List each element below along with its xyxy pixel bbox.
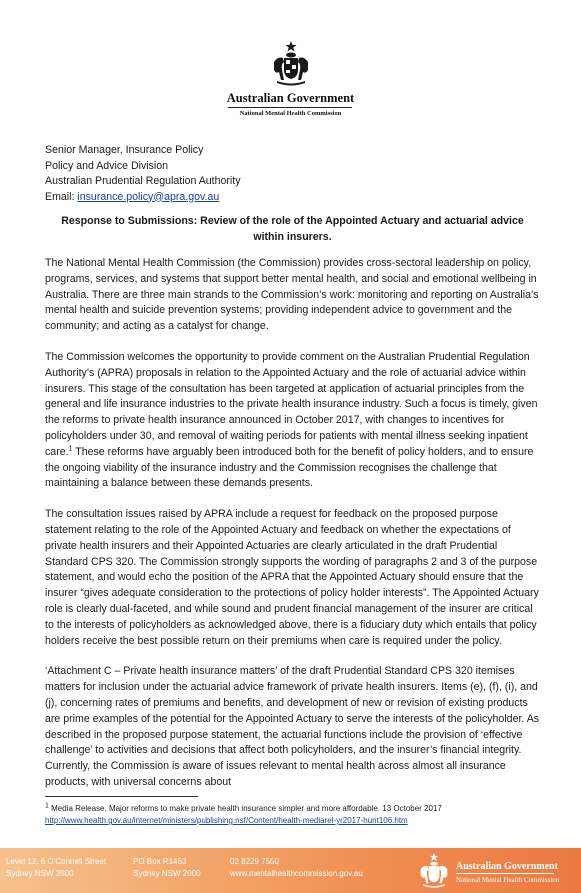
footer-postal-address (133, 856, 201, 879)
footer-government-title: Australian Government (456, 861, 558, 872)
footnote (45, 803, 545, 827)
footer-contact (230, 856, 363, 879)
paragraph-text: These reforms have arguably been introduced both for the benefit of policy holders, and to ensure the ongoing viability of the insurance industry and the Commission recognises the challenge that maintaining a balance between these demands presents. (45, 445, 534, 490)
coat-of-arms-icon (418, 852, 450, 888)
footer-text: Sydney NSW 2000 (133, 868, 201, 878)
commission-name: National Mental Health Commission (239, 110, 342, 117)
footer-phone: 02 8229 7550 (230, 857, 279, 866)
footer-street-address (6, 856, 106, 879)
footnote-text-line (45, 803, 545, 815)
paragraph: The consultation issues raised by APRA include a request for feedback on the proposed purpose statement relating to the role of the Appointed Actuary and feedback on whether the expectations of private health insurers and their Appointed Actuaries are clearly articulated in the draft Prudential Standard CPS 320. The Commission strongly supports the wording of paragraphs 2 and 3 of the purpose statement, and would echo the position of the APRA that the Appointed Actuary should ensure that the insurer “gives adequate consideration to the protections of policy holder interests”. The Appointed Actuary role is clearly dual-faceted, and while sound and prudent financial management of the insurer are critical to the interests of policyholders as acknowledged above, there is a fiduciary duty which entails that policy holders receive the best possible return on their premiums when care is required under the policy. (45, 508, 539, 647)
email-label: Email: (45, 190, 78, 203)
footer-commission-name: National Mental Health Commission (456, 876, 560, 884)
email-link[interactable]: insurance.policy@apra.gov.au (77, 190, 220, 203)
paragraph: ‘Attachment C – Private health insurance matters’ of the draft Prudential Standard CPS 320 itemises matters for inclusion under the actuarial advice framework of private health insurers. Items (e), (f), (i), and (j), concerning rates of premiums and benefits, and development of new or revision of existing products are prime examples of the potential for the Appointed Actuary to serve the interests of the policyholder. As described in the proposed purpose statement, the actuarial functions include the provision of ‘effective challenge’ to activities and decisions that affect both policyholders, and the insurer’s financial integrity. Currently, the Commission is aware of issues relevant to mental health across almost all insurance products, with universal concerns about (45, 665, 540, 788)
footer-text: PO Box R1463 (133, 857, 187, 866)
footnote-text: Media Release. Major reforms to make private health insurance simpler and more affordable. 13 October 2017 (48, 804, 442, 813)
footer-text: Level 12, 6 O’Connell Street (6, 857, 107, 866)
footer-band (0, 848, 581, 893)
paragraph-text: The Commission welcomes the opportunity to provide comment on the Australian Prudential Regulation Authority’s (APRA) proposals in relation to the Appointed Actuary and the role of actuarial advice within insurers. This stage of the consultation has been targeted at application of actuarial principles from the general and life insurance industries to the private health insurance industry. Such a focus is timely, given the reforms to private health insurance announced in October 2017, with changes to incentives for policyholders under 30, and removal of waiting periods for patients with mental illness seeking inpatient care. (45, 350, 538, 458)
government-title: Australian Government (226, 91, 355, 105)
footnote-divider (45, 796, 198, 797)
paragraph: The National Mental Health Commission (the Commission) provides cross-sectoral leadership on policy, programs, services, and systems that support better mental health, and social and emotional wellbeing in Australia. There are three main strands to the Commission’s work: monitoring and reporting on Australia’s mental health and suicide prevention systems; providing independent advice to government and the community; and acting as a catalyst for change. (45, 257, 539, 333)
recipient-line: Australian Prudential Regulation Authority (45, 175, 241, 187)
recipient-line: Senior Manager, Insurance Policy (45, 144, 204, 156)
footer-divider (456, 873, 554, 874)
footnote-ref[interactable]: 1 (68, 445, 73, 453)
footer-text: Sydney NSW 2000 (6, 868, 74, 878)
email-line (45, 190, 241, 206)
footnote-number: 1 (45, 802, 49, 810)
document-heading: Response to Submissions: Review of the role of the Appointed Actuary and actuarial advice within insurers. (61, 215, 524, 243)
header-divider (228, 107, 352, 108)
footer-website: www.mentalhealthcommission.gov.au (230, 868, 363, 878)
document-body (45, 256, 540, 806)
recipient-address (45, 143, 241, 205)
coat-of-arms-icon (271, 40, 311, 86)
footnote-link[interactable]: http://www.health.gov.au/internet/ministers/publishing.nsf/Content/health-mediarel-yr2017-hunt106.htm (45, 816, 408, 825)
paragraph (45, 350, 540, 492)
recipient-line: Policy and Advice Division (45, 159, 169, 172)
